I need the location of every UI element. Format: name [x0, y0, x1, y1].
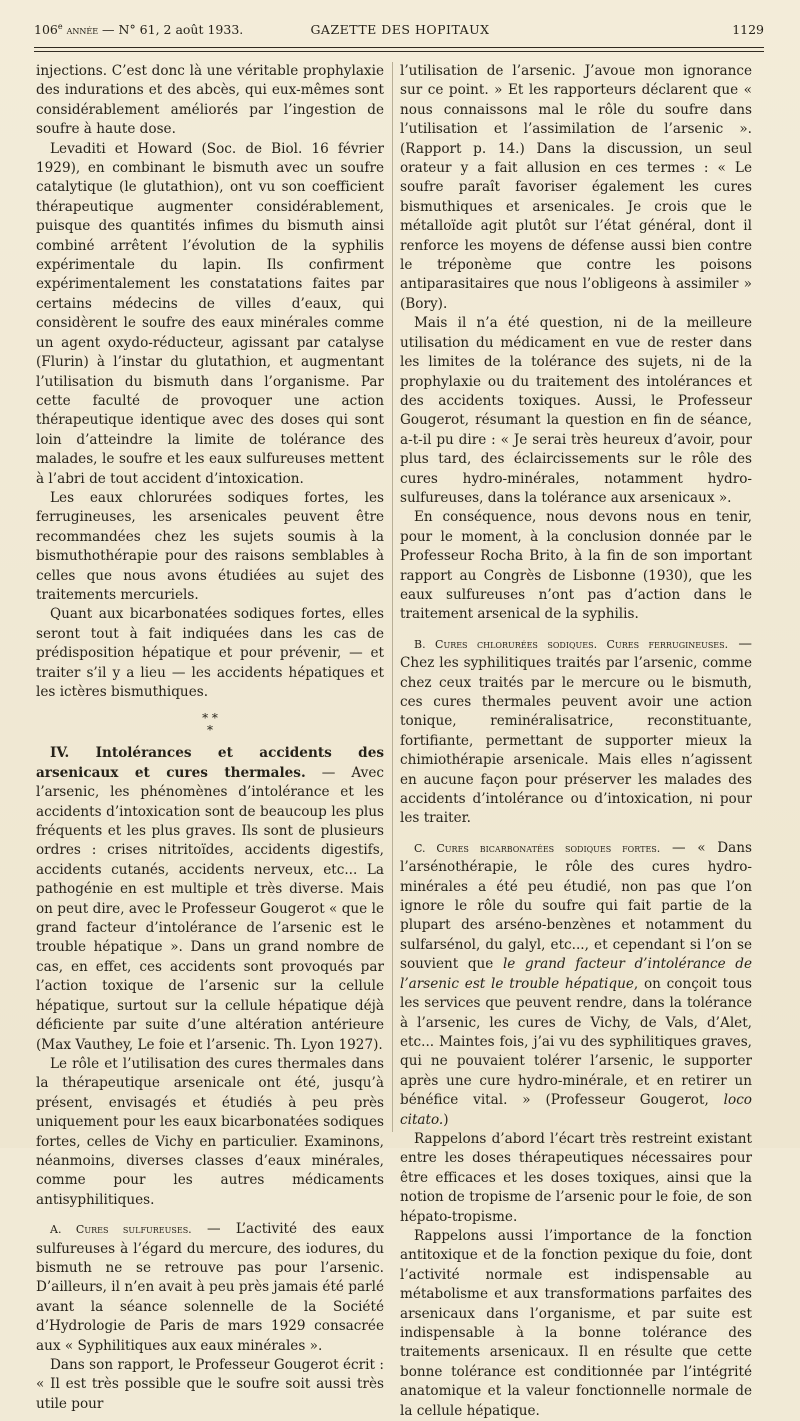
section-c: C. Cures bicarbonatées sodiques fortes. — « Dans l’arsénothérapie, le rôle des cures hydro-minérales a été peu étudié, non pas que l’on ignore le rôle du soufre qui fait partie de la plupart des arséno-benzènes et notamment du sulfarsénol, du galyl, etc..., et cependant si l’on se souvient que le grand facteur d’intolérance de l’arsenic est le trouble hépatique, on conçoit tous les services que peuvent rendre, dans la tolérance à l’arsenic, les cures de Vichy, de Vals, d’Alet, etc... Maintes fois, j’ai vu des syphilitiques graves, qui ne pouvaient tolérer l’arsenic, le supporter après une cure hydro-minérale, et en retirer un bénéfice vital. » (Professeur Gougerot, loco citato.) — [400, 839, 752, 1128]
paragraph: Rappelons d’abord l’écart très restreint existant entre les doses thérapeutiques nécessaires pour être efficaces et les doses toxiques, ainsi que la notion de tropisme de l’arsenic pour le foie, de son hépato-tropisme. — [400, 1130, 752, 1225]
paragraph: injections. C’est donc là une véritable prophylaxie des indurations et des abcès, qui eux-mêmes sont considérablement améliorés par l’ingestion de soufre à haute dose. — [36, 63, 384, 138]
header-rule — [34, 47, 764, 48]
left-column — [36, 62, 384, 1414]
column-divider — [392, 62, 393, 1132]
paragraph: Levaditi et Howard (Soc. de Biol. 16 février 1929), en combinant le bismuth avec un soufre catalytique (le glutathion), ont vu son coefficient thérapeutique augmenter considérablement, puisque des quantités infimes du bismuth ainsi combiné arrêtent l’évolution de la syphilis expérimentale du lapin. Ils confirment expérimentalement les constatations faites par certains médecins de villes d’eaux, qui considèrent le soufre des eaux minérales comme un agent oxydo-réducteur, agissant par catalyse (Flurin) à l’instar du glutathion, et augmentant l’utilisation du bismuth dans l’organisme. Par cette faculté de provoquer une action thérapeutique identique avec des doses qui sont loin d’atteindre la limite de tolérance des malades, le soufre et les eaux sulfureuses mettent à l’abri de tout accident d’intoxication. — [36, 140, 384, 487]
section-heading: B. Cures chlorurées sodiques. Cures ferrugineuses. — [414, 637, 729, 651]
section-a: A. Cures sulfureuses. — L’activité des eaux sulfureuses à l’égard du mercure, des iodures, du bismuth ne se retrouve pas pour l’arsenic. D’ailleurs, il n’en avait à peu près jamais été parlé avant la séance solennelle de la Société d’Hydrologie de Paris de mars 1929 consacrée aux « Syphilitiques aux eaux minérales ». — [36, 1221, 384, 1354]
journal-title: GAZETTE DES HOPITAUX — [310, 22, 490, 37]
paragraph: Les eaux chlorurées sodiques fortes, les ferrugineuses, les arsenicales peuvent être recommandées chez les sujets soumis à la bismuthothérapie pour des raisons semblables à celles que nous avons étudiées au sujet des traitements mercuriels. — [36, 489, 384, 603]
issue-info: 106e année — N° 61, 2 août 1933. — [34, 22, 244, 38]
paragraph: Dans son rapport, le Professeur Gougerot écrit : « Il est très possible que le soufre soit aussi très utile pour — [36, 1357, 384, 1412]
section-heading: C. Cures bicarbonatées sodiques fortes. — [414, 841, 661, 855]
paragraph: Rappelons aussi l’importance de la fonction antitoxique et de la fonction pexique du foie, dont l’activité normale est indispensable au métabolisme et aux transformations parfaites des arsenicaux dans l’organisme, et par suite est indispensable à la bonne tolérance des traitements arsenicaux. Il en résulte que cette bonne tolérance est conditionnée par l’intégrité anatomique et la valeur fonctionnelle normale de la cellule hépatique. — [400, 1227, 752, 1419]
paragraph: Mais il n’a été question, ni de la meilleure utilisation du médicament en vue de rester dans les limites de la tolérance des sujets, ni de la prophylaxie ou du traitement des intolérances et des accidents toxiques. Aussi, le Professeur Gougerot, résumant la question en fin de séance, a-t-il pu dire : « Je serai très heureux d’avoir, pour plus tard, des éclaircissements sur le rôle des cures hydro-minérales, notamment hydro-sulfureuses, dans la tolérance aux arsenicaux ». — [400, 315, 752, 506]
paragraph: Quant aux bicarbonatées sodiques fortes, elles seront tout à fait indiquées dans les cas de prédisposition hépatique et pour prévenir, — et traiter s’il y a lieu — les accidents hépatiques et les ictères bismuthiques. — [36, 606, 384, 700]
page-number: 1129 — [732, 22, 764, 37]
paragraph: Le rôle et l’utilisation des cures thermales dans la thérapeutique arsenicale ont été, jusqu’à présent, envisagés et étudiés à peu près uniquement pour les eaux bicarbonatées sodiques fortes, celles de Vichy en particulier. Examinons, néanmoins, diverses classes d’eaux minérales, comme pour les autres médicaments antisyphilitiques. — [36, 1055, 384, 1208]
running-header — [34, 22, 766, 44]
paragraph: l’utilisation de l’arsenic. J’avoue mon ignorance sur ce point. » Et les rapporteurs déclarent que « nous connaissons mal le rôle du soufre dans l’utilisation et l’assimilation de l’arsenic ». (Rapport p. 14.) Dans la discussion, un seul orateur y a fait allusion en ces termes : « Le soufre paraît favoriser également les cures bismuthiques et arsenicales. Je crois que le métalloïde agit plutôt sur l’état général, dont il renforce les moyens de défense aussi bien contre le tréponème que contre les poisons antiparasitaires que nous l’obligeons à assimiler » (Bory). — [400, 63, 752, 312]
section-b: B. Cures chlorurées sodiques. Cures ferrugineuses. — Chez les syphilitiques traités par l’arsenic, comme chez ceux traités par le mercure ou le bismuth, ces cures thermales peuvent avoir une action tonique, reminéralisatrice, reconstituante, fortifiante, permettant de supporter mieux la chimiothérapie arsenicale. Mais elles n’agissent en aucune façon pour préserver les malades des accidents d’intolérance ou d’intoxication, ni pour les traiter. — [400, 635, 752, 827]
header-rule-thin — [34, 51, 764, 52]
right-column — [400, 62, 752, 1421]
section-iv: IV. Intolérances et accidents des arsenicaux et cures thermales. — Avec l’arsenic, les phénomènes d’intolérance et les accidents d’intoxication sont de beaucoup les plus fréquents et les plus graves. Ils sont de plusieurs ordres : crises nitritoïdes, accidents digestifs, accidents cutanés, accidents nerveux, etc... La pathogénie en est multiple et très diverse. Mais on peut dire, avec le Professeur Gougerot « que le grand facteur d’intolérance de l’arsenic est le trouble hépatique ». Dans un grand nombre de cas, en effet, ces accidents sont provoqués par l’action toxique de l’arsenic sur la cellule hépatique, surtout sur la cellule hépatique déjà déficiente par suite d’une altération antérieure (Max Vauthey, Le foie et l’arsenic. Th. Lyon 1927). — [36, 745, 384, 1053]
section-heading: IV. Intolérances et accidents des arsenicaux et cures thermales. — [36, 745, 384, 781]
paragraph: En conséquence, nous devons nous en tenir, pour le moment, à la conclusion donnée par le Professeur Rocha Brito, à la fin de son important rapport au Congrès de Lisbonne (1930), que les eaux sulfureuses n’ont pas d’action dans le traitement arsenical de la syphilis. — [400, 509, 752, 623]
section-heading: A. Cures sulfureuses. — [50, 1223, 192, 1237]
section-separator-stars: * * * — [202, 711, 218, 738]
